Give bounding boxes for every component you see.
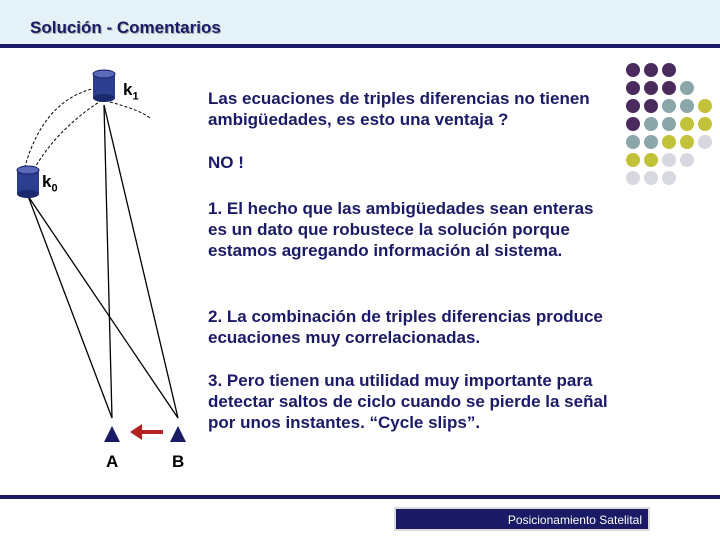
receiver-a-icon xyxy=(104,426,120,442)
question-text: Las ecuaciones de triples diferencias no tienen ambigüedades, es esto una ventaja ? xyxy=(208,89,590,129)
receiver-b-icon xyxy=(170,426,186,442)
line-k1-a xyxy=(104,105,112,418)
satellite-k1-icon xyxy=(93,70,115,102)
footer-label: Posicionamiento Satelital xyxy=(507,513,642,527)
point-2-text: 2. La combinación de triples diferencias produce ecuaciones muy correlacionadas. xyxy=(208,307,603,347)
line-k0-b xyxy=(28,196,178,418)
line-k0-a xyxy=(28,196,112,418)
point-1-text: 1. El hecho que las ambigüedades sean enteras es un dato que robustece la solución porque estamos agregando información al sistema. xyxy=(208,199,594,260)
satellite-k0-label: $k_0$ xyxy=(42,172,58,195)
satellite-k1-label: $k_1$ xyxy=(123,80,139,103)
footer-badge xyxy=(394,507,650,531)
footer-rule xyxy=(0,495,720,499)
arc-k1-left xyxy=(22,88,96,178)
line-k1-b xyxy=(104,105,178,418)
answer-text: NO ! xyxy=(208,153,244,172)
point-3-text: 3. Pero tienen una utilidad muy importante para detectar saltos de ciclo cuando se pierde la señal por unos instantes. “Cycle slips”. xyxy=(208,371,608,432)
satellite-k0-icon xyxy=(17,166,39,198)
receiver-b-label: B xyxy=(172,452,185,471)
arc-k1-right xyxy=(110,102,150,118)
receiver-a-label: A xyxy=(106,452,119,471)
arrow-left-icon xyxy=(130,424,163,440)
page-title: Solución - Comentarios xyxy=(30,18,221,37)
